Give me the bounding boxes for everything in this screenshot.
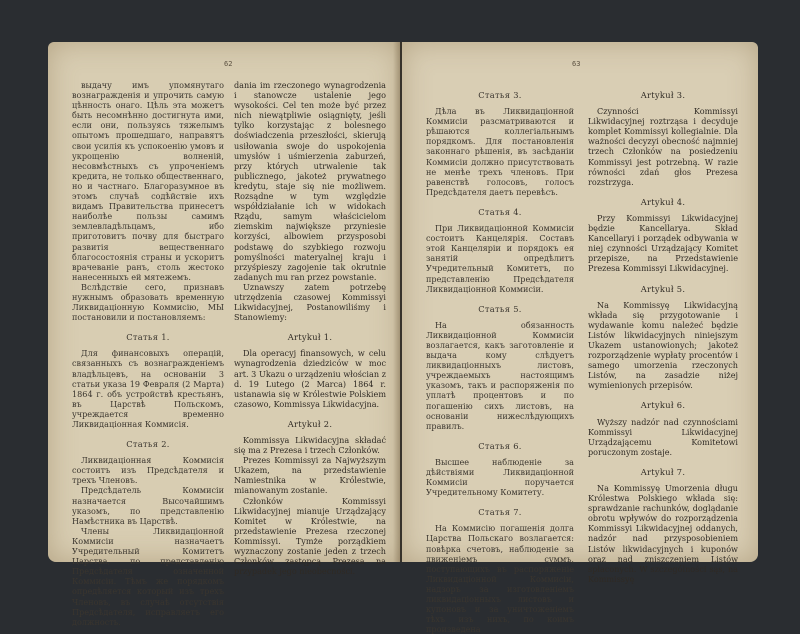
paragraph: Дѣла въ Ликвидаціонной Коммисіи разсматриваются и рѣшаются коллегіальнымъ порядкомъ. Для постановленія законнаго рѣшенія, въ засѣданіи Коммисіи должно присутствовать не менѣе трехъ членовъ. При равенствѣ голосовъ, голосъ Предсѣдателя даетъ перевѣсъ.	[426, 106, 574, 197]
paragraph: Предсѣдатель Коммисіи назначается Высочайшимъ указомъ, по представленію Намѣстника въ Царствѣ.	[72, 485, 224, 526]
article-heading: Статья 4.	[478, 206, 522, 217]
article-heading: Artykuł 4.	[640, 196, 686, 207]
paragraph: Czynności Kommissyi Likwidacyjnej roztrząsa i decyduje komplet Kommissyi kollegialnie. Dla ważności decyzyi obecność najmniej trzech Członków na posiedzeniu Kommissyi jest potrzebną. W razie równości zdań głos Prezesa rozstrzyga.	[588, 106, 738, 187]
paragraph: На обязанность Ликвидаціонной Коммисіи возлагается, какъ заготовленіе и выдача кому слѣдуетъ ликвидаціонныхъ листовъ, учреждаемыхъ настоящимъ указомъ, такъ и распоряженія по уплатѣ процентовъ и по погашенію сихъ листовъ, на основаніи нижеслѣдующихъ правилъ.	[426, 319, 574, 431]
left-page	[48, 42, 400, 627]
paragraph: Высшее наблюденіе за дѣйствіями Ликвидаціонной Коммисіи поручается Учредительному Комитету.	[426, 456, 574, 498]
article-heading: Статья 6.	[478, 440, 522, 451]
paragraph: Przy Kommissyi Likwidacyjnej będzie Kancellarya. Skład Kancellaryi i porządek odbywania w niej czynności Urządzający Komitet przepisze, na Przedstawienie Prezesa Kommissyi Likwidacyjnej.	[588, 212, 738, 274]
article-heading: Статья 1.	[126, 332, 170, 343]
paragraph: Для финансовыхъ операцій, связанныхъ съ вознагражденіемъ владѣльцевъ, на основаніи 3 статьи указа 19 Февраля (2 Марта) 1864 г. объ устройствѣ крестьянъ, въ Царствѣ Польскомъ, учреждается временно Ликвидаціонная Коммисія.	[72, 348, 224, 429]
article-heading: Artykuł 5.	[640, 283, 686, 294]
paragraph: Вслѣдствіе сего, признавъ нужнымъ образовать временную Ликвидаціонную Коммисію, МЫ постановили и постановляемъ:	[72, 281, 224, 323]
paragraph: При Ликвидаціонной Коммисіи состоитъ Канцелярія. Составъ этой Канцеляріи и порядокъ ея занятій опредѣлитъ Учредительный Комитетъ, по представленію Предсѣдателя Ликвидаціонной Коммисіи.	[426, 223, 574, 294]
paragraph: Na Kommissyę Umorzenia długu Królestwa Polskiego wkłada się: sprawdzanie rachunków, doglądanie obrotu wpływów do rozporządzenia Kommissyi Likwidacyjnej oddanych, nadzór nad przysposobieniem Listów likwidacyjnych i kuponów oraz nad zniszczeniem Listów spłaconych. W szczególności sąs, na Kommissyę	[588, 483, 738, 584]
paragraph: Członków Kommissyi Likwidacyjnej mianuje Urządzający Komitet w Królestwie, na przedstawienie Prezesa rzeczonej Kommissyi. Tymże porządkiem wyznaczony zostanie jeden z trzech Członków zastępcą Prezesa na przypadek jego nieobecności.	[234, 495, 386, 577]
paragraph: Uznawszy zatem potrzebę utrzędzenia czasowej Kommissyi Likwidacyjnej, Postanowiliśmy i Stanowiemy:	[234, 281, 386, 323]
paragraph: Kommissya Likwidacyjna składać się ma z Prezesa i trzech Członków.	[234, 435, 386, 456]
article-heading: Artykuł 6.	[640, 400, 686, 411]
paragraph: Wyższy nadzór nad czynnościami Kommissyi Likwidacyjnej Urządzającemu Komitetowi poruczonym zostaje.	[588, 416, 738, 457]
paragraph: dania im rzeczonego wynagrodzenia i stanowcze ustalenie jego wysokości. Cel ten może być przez nich niewątpliwie osiągnięty, jeśli tylko korzystając z bolesnego doświadczenia przeszłości, skierują usiłowania swoje do uspokojenia umysłów i uśmierzenia zaburzeń, przy których utrwalenie tak publicznego, jakoteż prywatnego kredytu, staje się nie możliwem. Rozsądne w tym względzie współdziałanie ich w widokach Rządu, samym właścicielom ziemskim największe przyniesie korzyści, albowiem przysposobi podstawę do szybkiego rozwoju pomyślności materyalnej kraju i przyśpieszy zagojenie tak okrutnie zadanych mu ran przez powstanie.	[234, 80, 386, 282]
article-heading: Статья 7.	[478, 507, 522, 518]
right-page	[402, 42, 758, 634]
article-heading: Artykuł 3.	[640, 90, 686, 100]
article-heading: Artykuł 7.	[640, 466, 686, 477]
left-polish-column	[234, 80, 386, 577]
left-russian-column	[72, 80, 224, 627]
right-russian-column	[426, 80, 574, 634]
open-book	[48, 42, 758, 634]
article-heading: Статья 5.	[478, 303, 522, 314]
page-number-right: 63	[572, 60, 581, 68]
article-heading: Artykuł 1.	[287, 332, 333, 343]
right-polish-column	[588, 80, 738, 584]
paragraph: выдачу имъ упомянутаго вознагражденія и упрочить самую цѣнность онаго. Цѣль эта можетъ быть несомнѣнно достигнута ими, если они, пользуясь тяжелымъ опытомъ прошедшаго, направятъ свои усилія къ успокоенію умовъ и укрощенію волненій, несовмѣстныхъ съ упроченіемъ кредита, не только общественнаго, но и частнаго. Благоразумное въ этомъ случаѣ содѣйствіе ихъ видамъ Правительства принесетъ наиболѣе пользы самимъ землевладѣльцамъ, ибо приготовитъ почву для быстраго развитія вещественнаго благосостоянія страны и ускоритъ врачеваніе ранъ, столь жестоко нанесенныхъ ей мятежемъ.	[72, 80, 224, 282]
article-heading: Статья 2.	[126, 439, 170, 450]
paragraph: Dla operacyj finansowych, w celu wynagrodzenia dziedziców w moc art. 3 Ukazu o urządzeniu włościan z d. 19 Lutego (2 Marca) 1864 r. ustanawia się w Królestwie Polskiem czasowo, Kommissya Likwidacyjna.	[234, 348, 386, 409]
page-number-left: 62	[224, 60, 233, 68]
article-heading: Статья 3.	[478, 90, 522, 100]
paragraph: Члены Ликвидаціонной Коммисіи назначаетъ Учредительный Комитетъ Царства, по представленію Предсѣдателя означенной Коммисіи. Тѣмъ же порядкомъ опредѣляется который изъ трехъ Членовъ, въ случаѣ отсутствія Предсѣдателя, исправляетъ его должность.	[72, 525, 224, 627]
paragraph: Prezes Kommissyi za Najwyższym Ukazem, na przedstawienie Namiestnika w Królestwie, mianowanym zostanie.	[234, 455, 386, 496]
paragraph: Ликвидаціонная Коммисія состоитъ изъ Предсѣдателя и трехъ Членовъ.	[72, 455, 224, 486]
paragraph: На Коммисію погашенія долга Царства Польскаго возлагается: повѣрка счетовъ, наблюденіе за движеніемъ суммъ, поступающихъ въ распоряженіе Ликвидаціонной Коммисіи, надзоръ за изготовленіемъ ликвидаціонныхъ листовъ и купоновъ и за уничтоженіемъ тѣхъ изъ нихъ, по коимъ произведена	[426, 523, 574, 634]
paragraph: Na Kommissyę Likwidacyjną wkłada się przygotowanie i wydawanie komu należeć będzie Listów likwidacyjnych niniejszym Ukazem ustanowionych; jakoteż rozporządzenie wypłaty procentów i samego umorzenia rzeczonych Listów, na zasadzie niżej wymienionych przepisów.	[588, 299, 738, 391]
article-heading: Artykuł 2.	[287, 418, 333, 429]
